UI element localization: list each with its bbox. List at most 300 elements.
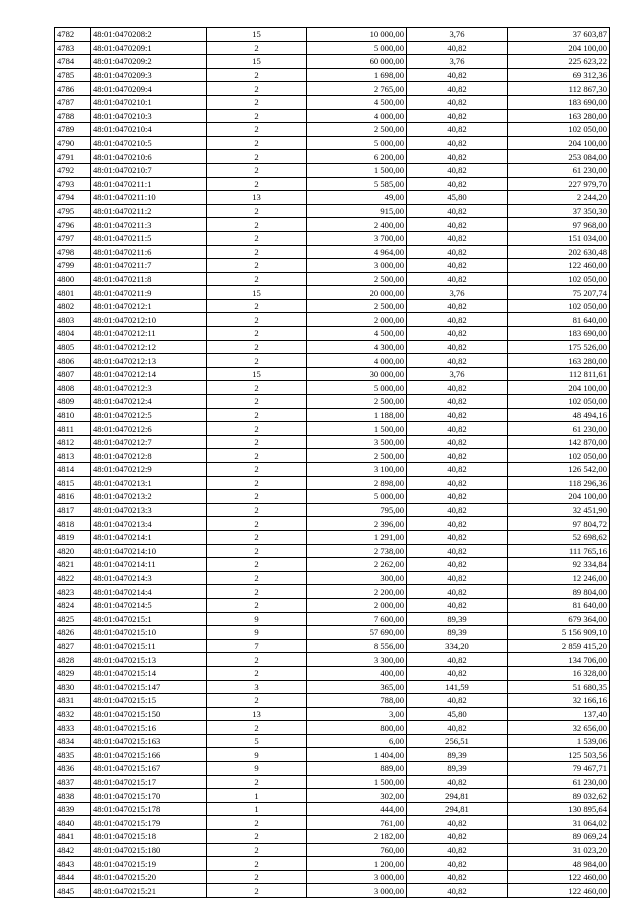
table-row	[55, 694, 610, 708]
rate-cell: 40,82	[407, 177, 508, 191]
table-row	[55, 530, 610, 544]
rate-cell: 40,82	[407, 327, 508, 341]
rate-cell: 40,82	[407, 340, 508, 354]
cadastral-value-cell: 227 979,70	[508, 177, 610, 191]
table-row	[55, 707, 610, 721]
table-row	[55, 204, 610, 218]
row-number-cell: 4783	[55, 41, 91, 55]
cadastral-number-cell: 48:01:0470210:6	[91, 150, 207, 164]
rate-cell: 89,39	[407, 748, 508, 762]
row-number-cell: 4813	[55, 449, 91, 463]
cadastral-value-cell: 16 328,00	[508, 666, 610, 680]
cadastral-number-cell: 48:01:0470215:13	[91, 653, 207, 667]
row-number-cell: 4834	[55, 734, 91, 748]
rate-cell: 89,39	[407, 762, 508, 776]
cadastral-value-cell: 102 050,00	[508, 299, 610, 313]
area-cell: 1 500,00	[307, 163, 407, 177]
rate-cell: 40,82	[407, 408, 508, 422]
area-cell: 1 200,00	[307, 857, 407, 871]
rate-cell: 40,82	[407, 245, 508, 259]
cadastral-number-cell: 48:01:0470215:178	[91, 802, 207, 816]
table-row	[55, 136, 610, 150]
category-code-cell: 2	[207, 530, 307, 544]
rate-cell: 40,82	[407, 490, 508, 504]
category-code-cell: 2	[207, 435, 307, 449]
table-row	[55, 55, 610, 69]
row-number-cell: 4784	[55, 55, 91, 69]
row-number-cell: 4818	[55, 517, 91, 531]
row-number-cell: 4845	[55, 884, 91, 898]
area-cell: 795,00	[307, 503, 407, 517]
table-row	[55, 95, 610, 109]
row-number-cell: 4805	[55, 340, 91, 354]
row-number-cell: 4782	[55, 28, 91, 42]
table-row	[55, 585, 610, 599]
area-cell: 889,00	[307, 762, 407, 776]
row-number-cell: 4836	[55, 762, 91, 776]
cadastral-value-cell: 204 100,00	[508, 41, 610, 55]
area-cell: 3 500,00	[307, 435, 407, 449]
rate-cell: 40,82	[407, 503, 508, 517]
category-code-cell: 2	[207, 109, 307, 123]
rate-cell: 40,82	[407, 544, 508, 558]
area-cell: 1 404,00	[307, 748, 407, 762]
category-code-cell: 2	[207, 354, 307, 368]
cadastral-value-cell: 134 706,00	[508, 653, 610, 667]
category-code-cell: 2	[207, 231, 307, 245]
table-row	[55, 340, 610, 354]
cadastral-value-cell: 183 690,00	[508, 95, 610, 109]
category-code-cell: 9	[207, 626, 307, 640]
cadastral-number-cell: 48:01:0470215:163	[91, 734, 207, 748]
area-cell: 3 000,00	[307, 884, 407, 898]
rate-cell: 40,82	[407, 422, 508, 436]
rate-cell: 40,82	[407, 830, 508, 844]
cadastral-number-cell: 48:01:0470214:10	[91, 544, 207, 558]
rate-cell: 40,82	[407, 272, 508, 286]
cadastral-value-cell: 679 364,00	[508, 612, 610, 626]
category-code-cell: 2	[207, 395, 307, 409]
table-row	[55, 28, 610, 42]
table-row	[55, 721, 610, 735]
rate-cell: 40,82	[407, 653, 508, 667]
category-code-cell: 13	[207, 191, 307, 205]
cadastral-value-cell: 163 280,00	[508, 354, 610, 368]
area-cell: 6 200,00	[307, 150, 407, 164]
cadastral-number-cell: 48:01:0470215:180	[91, 843, 207, 857]
row-number-cell: 4842	[55, 843, 91, 857]
category-code-cell: 2	[207, 870, 307, 884]
category-code-cell: 2	[207, 41, 307, 55]
table-row	[55, 41, 610, 55]
cadastral-value-cell: 225 623,22	[508, 55, 610, 69]
rate-cell: 40,82	[407, 313, 508, 327]
row-number-cell: 4802	[55, 299, 91, 313]
category-code-cell: 2	[207, 408, 307, 422]
category-code-cell: 2	[207, 463, 307, 477]
rate-cell: 40,82	[407, 123, 508, 137]
rate-cell: 89,39	[407, 626, 508, 640]
cadastral-number-cell: 48:01:0470212:13	[91, 354, 207, 368]
area-cell: 2 396,00	[307, 517, 407, 531]
table-row	[55, 245, 610, 259]
area-cell: 2 500,00	[307, 272, 407, 286]
area-cell: 1 188,00	[307, 408, 407, 422]
row-number-cell: 4844	[55, 870, 91, 884]
cadastral-number-cell: 48:01:0470210:4	[91, 123, 207, 137]
cadastral-number-cell: 48:01:0470213:1	[91, 476, 207, 490]
rate-cell: 40,82	[407, 218, 508, 232]
table-row	[55, 449, 610, 463]
cadastral-number-cell: 48:01:0470211:1	[91, 177, 207, 191]
cadastral-number-cell: 48:01:0470212:8	[91, 449, 207, 463]
row-number-cell: 4786	[55, 82, 91, 96]
row-number-cell: 4841	[55, 830, 91, 844]
row-number-cell: 4794	[55, 191, 91, 205]
table-row	[55, 843, 610, 857]
area-cell: 761,00	[307, 816, 407, 830]
cadastral-number-cell: 48:01:0470211:8	[91, 272, 207, 286]
rate-cell: 40,82	[407, 585, 508, 599]
cadastral-value-cell: 75 207,74	[508, 286, 610, 300]
row-number-cell: 4789	[55, 123, 91, 137]
area-cell: 6,00	[307, 734, 407, 748]
cadastral-value-cell: 102 050,00	[508, 449, 610, 463]
area-cell: 2 262,00	[307, 558, 407, 572]
category-code-cell: 2	[207, 585, 307, 599]
area-cell: 5 000,00	[307, 136, 407, 150]
cadastral-number-cell: 48:01:0470215:167	[91, 762, 207, 776]
area-cell: 302,00	[307, 789, 407, 803]
rate-cell: 3,76	[407, 55, 508, 69]
rate-cell: 40,82	[407, 204, 508, 218]
category-code-cell: 2	[207, 381, 307, 395]
table-row	[55, 490, 610, 504]
cadastral-number-cell: 48:01:0470209:2	[91, 55, 207, 69]
rate-cell: 40,82	[407, 259, 508, 273]
rate-cell: 40,82	[407, 598, 508, 612]
table-row	[55, 571, 610, 585]
row-number-cell: 4831	[55, 694, 91, 708]
rate-cell: 40,82	[407, 299, 508, 313]
table-row	[55, 666, 610, 680]
cadastral-number-cell: 48:01:0470212:5	[91, 408, 207, 422]
table-row	[55, 381, 610, 395]
row-number-cell: 4787	[55, 95, 91, 109]
rate-cell: 294,81	[407, 789, 508, 803]
table-row	[55, 435, 610, 449]
category-code-cell: 2	[207, 259, 307, 273]
table-row	[55, 231, 610, 245]
area-cell: 300,00	[307, 571, 407, 585]
area-cell: 4 000,00	[307, 109, 407, 123]
category-code-cell: 2	[207, 721, 307, 735]
cadastral-value-cell: 97 804,72	[508, 517, 610, 531]
cadastral-value-cell: 32 166,16	[508, 694, 610, 708]
rate-cell: 40,82	[407, 41, 508, 55]
rate-cell: 141,59	[407, 680, 508, 694]
category-code-cell: 15	[207, 286, 307, 300]
rate-cell: 40,82	[407, 721, 508, 735]
category-code-cell: 2	[207, 476, 307, 490]
category-code-cell: 2	[207, 272, 307, 286]
row-number-cell: 4838	[55, 789, 91, 803]
area-cell: 365,00	[307, 680, 407, 694]
category-code-cell: 2	[207, 449, 307, 463]
row-number-cell: 4785	[55, 68, 91, 82]
cadastral-value-cell: 151 034,00	[508, 231, 610, 245]
category-code-cell: 2	[207, 163, 307, 177]
area-cell: 788,00	[307, 694, 407, 708]
cadastral-value-cell: 204 100,00	[508, 136, 610, 150]
rate-cell: 294,81	[407, 802, 508, 816]
cadastral-number-cell: 48:01:0470213:2	[91, 490, 207, 504]
category-code-cell: 2	[207, 843, 307, 857]
area-cell: 2 400,00	[307, 218, 407, 232]
rate-cell: 40,82	[407, 231, 508, 245]
table-row	[55, 272, 610, 286]
cadastral-number-cell: 48:01:0470215:10	[91, 626, 207, 640]
area-cell: 2 000,00	[307, 313, 407, 327]
category-code-cell: 2	[207, 150, 307, 164]
cadastral-number-cell: 48:01:0470214:3	[91, 571, 207, 585]
row-number-cell: 4808	[55, 381, 91, 395]
rate-cell: 40,82	[407, 476, 508, 490]
area-cell: 400,00	[307, 666, 407, 680]
rate-cell: 40,82	[407, 558, 508, 572]
cadastral-number-cell: 48:01:0470211:7	[91, 259, 207, 273]
rate-cell: 3,76	[407, 367, 508, 381]
area-cell: 30 000,00	[307, 367, 407, 381]
table-row	[55, 150, 610, 164]
row-number-cell: 4828	[55, 653, 91, 667]
area-cell: 1 291,00	[307, 530, 407, 544]
row-number-cell: 4824	[55, 598, 91, 612]
rate-cell: 40,82	[407, 463, 508, 477]
area-cell: 3,00	[307, 707, 407, 721]
table-row	[55, 653, 610, 667]
area-cell: 915,00	[307, 204, 407, 218]
row-number-cell: 4835	[55, 748, 91, 762]
category-code-cell: 2	[207, 544, 307, 558]
table-row	[55, 789, 610, 803]
area-cell: 2 500,00	[307, 299, 407, 313]
cadastral-number-cell: 48:01:0470212:1	[91, 299, 207, 313]
category-code-cell: 2	[207, 558, 307, 572]
cadastral-number-cell: 48:01:0470208:2	[91, 28, 207, 42]
table-row	[55, 408, 610, 422]
cadastral-number-cell: 48:01:0470215:170	[91, 789, 207, 803]
table-row	[55, 503, 610, 517]
row-number-cell: 4809	[55, 395, 91, 409]
rate-cell: 40,82	[407, 857, 508, 871]
row-number-cell: 4811	[55, 422, 91, 436]
table-row	[55, 544, 610, 558]
row-number-cell: 4839	[55, 802, 91, 816]
row-number-cell: 4807	[55, 367, 91, 381]
table-row	[55, 870, 610, 884]
cadastral-value-cell: 2 859 415,20	[508, 639, 610, 653]
cadastral-number-cell: 48:01:0470212:7	[91, 435, 207, 449]
cadastral-value-cell: 112 867,30	[508, 82, 610, 96]
category-code-cell: 2	[207, 313, 307, 327]
category-code-cell: 15	[207, 367, 307, 381]
cadastral-number-cell: 48:01:0470210:5	[91, 136, 207, 150]
area-cell: 57 690,00	[307, 626, 407, 640]
category-code-cell: 2	[207, 816, 307, 830]
cadastral-number-cell: 48:01:0470215:15	[91, 694, 207, 708]
cadastral-value-cell: 122 460,00	[508, 259, 610, 273]
table-row	[55, 857, 610, 871]
cadastral-value-cell: 48 494,16	[508, 408, 610, 422]
category-code-cell: 2	[207, 422, 307, 436]
cadastral-number-cell: 48:01:0470210:7	[91, 163, 207, 177]
table-row	[55, 476, 610, 490]
cadastral-value-cell: 122 460,00	[508, 870, 610, 884]
table-row	[55, 218, 610, 232]
row-number-cell: 4829	[55, 666, 91, 680]
cadastral-value-cell: 79 467,71	[508, 762, 610, 776]
row-number-cell: 4790	[55, 136, 91, 150]
row-number-cell: 4822	[55, 571, 91, 585]
row-number-cell: 4804	[55, 327, 91, 341]
cadastral-value-cell: 137,40	[508, 707, 610, 721]
cadastral-number-cell: 48:01:0470212:9	[91, 463, 207, 477]
rate-cell: 40,82	[407, 449, 508, 463]
cadastral-number-cell: 48:01:0470211:3	[91, 218, 207, 232]
rate-cell: 40,82	[407, 666, 508, 680]
rate-cell: 40,82	[407, 163, 508, 177]
cadastral-value-cell: 89 032,62	[508, 789, 610, 803]
rate-cell: 40,82	[407, 870, 508, 884]
row-number-cell: 4788	[55, 109, 91, 123]
area-cell: 3 100,00	[307, 463, 407, 477]
row-number-cell: 4826	[55, 626, 91, 640]
cadastral-value-cell: 202 630,48	[508, 245, 610, 259]
cadastral-number-cell: 48:01:0470215:21	[91, 884, 207, 898]
cadastral-value-cell: 142 870,00	[508, 435, 610, 449]
cadastral-number-cell: 48:01:0470210:1	[91, 95, 207, 109]
row-number-cell: 4832	[55, 707, 91, 721]
row-number-cell: 4801	[55, 286, 91, 300]
cadastral-number-cell: 48:01:0470215:150	[91, 707, 207, 721]
category-code-cell: 2	[207, 136, 307, 150]
category-code-cell: 2	[207, 503, 307, 517]
area-cell: 444,00	[307, 802, 407, 816]
cadastral-value-cell: 32 656,00	[508, 721, 610, 735]
area-cell: 2 765,00	[307, 82, 407, 96]
rate-cell: 40,82	[407, 150, 508, 164]
cadastral-number-cell: 48:01:0470210:3	[91, 109, 207, 123]
cadastral-value-cell: 111 765,16	[508, 544, 610, 558]
category-code-cell: 2	[207, 653, 307, 667]
table-row	[55, 286, 610, 300]
table-row	[55, 123, 610, 137]
area-cell: 2 500,00	[307, 449, 407, 463]
cadastral-number-cell: 48:01:0470212:6	[91, 422, 207, 436]
category-code-cell: 2	[207, 68, 307, 82]
cadastral-number-cell: 48:01:0470215:11	[91, 639, 207, 653]
cadastral-number-cell: 48:01:0470212:12	[91, 340, 207, 354]
table-row	[55, 367, 610, 381]
area-cell: 4 500,00	[307, 327, 407, 341]
cadastral-number-cell: 48:01:0470209:4	[91, 82, 207, 96]
category-code-cell: 1	[207, 789, 307, 803]
cadastral-number-cell: 48:01:0470215:18	[91, 830, 207, 844]
table-row	[55, 558, 610, 572]
cadastral-number-cell: 48:01:0470215:147	[91, 680, 207, 694]
cadastral-value-cell: 102 050,00	[508, 123, 610, 137]
row-number-cell: 4793	[55, 177, 91, 191]
rate-cell: 3,76	[407, 28, 508, 42]
table-row	[55, 517, 610, 531]
area-cell: 5 585,00	[307, 177, 407, 191]
cadastral-number-cell: 48:01:0470212:11	[91, 327, 207, 341]
rate-cell: 40,82	[407, 354, 508, 368]
area-cell: 7 600,00	[307, 612, 407, 626]
category-code-cell: 9	[207, 748, 307, 762]
category-code-cell: 7	[207, 639, 307, 653]
area-cell: 49,00	[307, 191, 407, 205]
rate-cell: 40,82	[407, 694, 508, 708]
rate-cell: 40,82	[407, 816, 508, 830]
row-number-cell: 4827	[55, 639, 91, 653]
cadastral-value-cell: 2 244,20	[508, 191, 610, 205]
category-code-cell: 9	[207, 612, 307, 626]
cadastral-value-cell: 32 451,90	[508, 503, 610, 517]
cadastral-value-cell: 112 811,61	[508, 367, 610, 381]
cadastral-number-cell: 48:01:0470215:17	[91, 775, 207, 789]
category-code-cell: 2	[207, 204, 307, 218]
category-code-cell: 2	[207, 830, 307, 844]
rate-cell: 45,80	[407, 191, 508, 205]
table-row	[55, 354, 610, 368]
table-row	[55, 612, 610, 626]
table-row	[55, 626, 610, 640]
cadastral-value-cell: 130 895,64	[508, 802, 610, 816]
category-code-cell: 2	[207, 598, 307, 612]
table-row	[55, 313, 610, 327]
category-code-cell: 3	[207, 680, 307, 694]
cadastral-value-cell: 204 100,00	[508, 490, 610, 504]
cadastral-number-cell: 48:01:0470215:20	[91, 870, 207, 884]
cadastral-value-cell: 31 023,20	[508, 843, 610, 857]
table-row	[55, 734, 610, 748]
area-cell: 5 000,00	[307, 381, 407, 395]
cadastral-value-cell: 69 312,36	[508, 68, 610, 82]
cadastral-number-cell: 48:01:0470214:5	[91, 598, 207, 612]
area-cell: 3 300,00	[307, 653, 407, 667]
area-cell: 5 000,00	[307, 490, 407, 504]
area-cell: 4 300,00	[307, 340, 407, 354]
table-row	[55, 775, 610, 789]
table-body	[55, 28, 610, 898]
category-code-cell: 2	[207, 571, 307, 585]
area-cell: 4 000,00	[307, 354, 407, 368]
row-number-cell: 4795	[55, 204, 91, 218]
cadastral-number-cell: 48:01:0470212:4	[91, 395, 207, 409]
cadastral-number-cell: 48:01:0470212:14	[91, 367, 207, 381]
table-row	[55, 395, 610, 409]
cadastral-value-cell: 175 526,00	[508, 340, 610, 354]
category-code-cell: 2	[207, 245, 307, 259]
cadastral-value-cell: 5 156 909,10	[508, 626, 610, 640]
area-cell: 2 738,00	[307, 544, 407, 558]
rate-cell: 40,82	[407, 95, 508, 109]
rate-cell: 40,82	[407, 775, 508, 789]
row-number-cell: 4815	[55, 476, 91, 490]
row-number-cell: 4825	[55, 612, 91, 626]
